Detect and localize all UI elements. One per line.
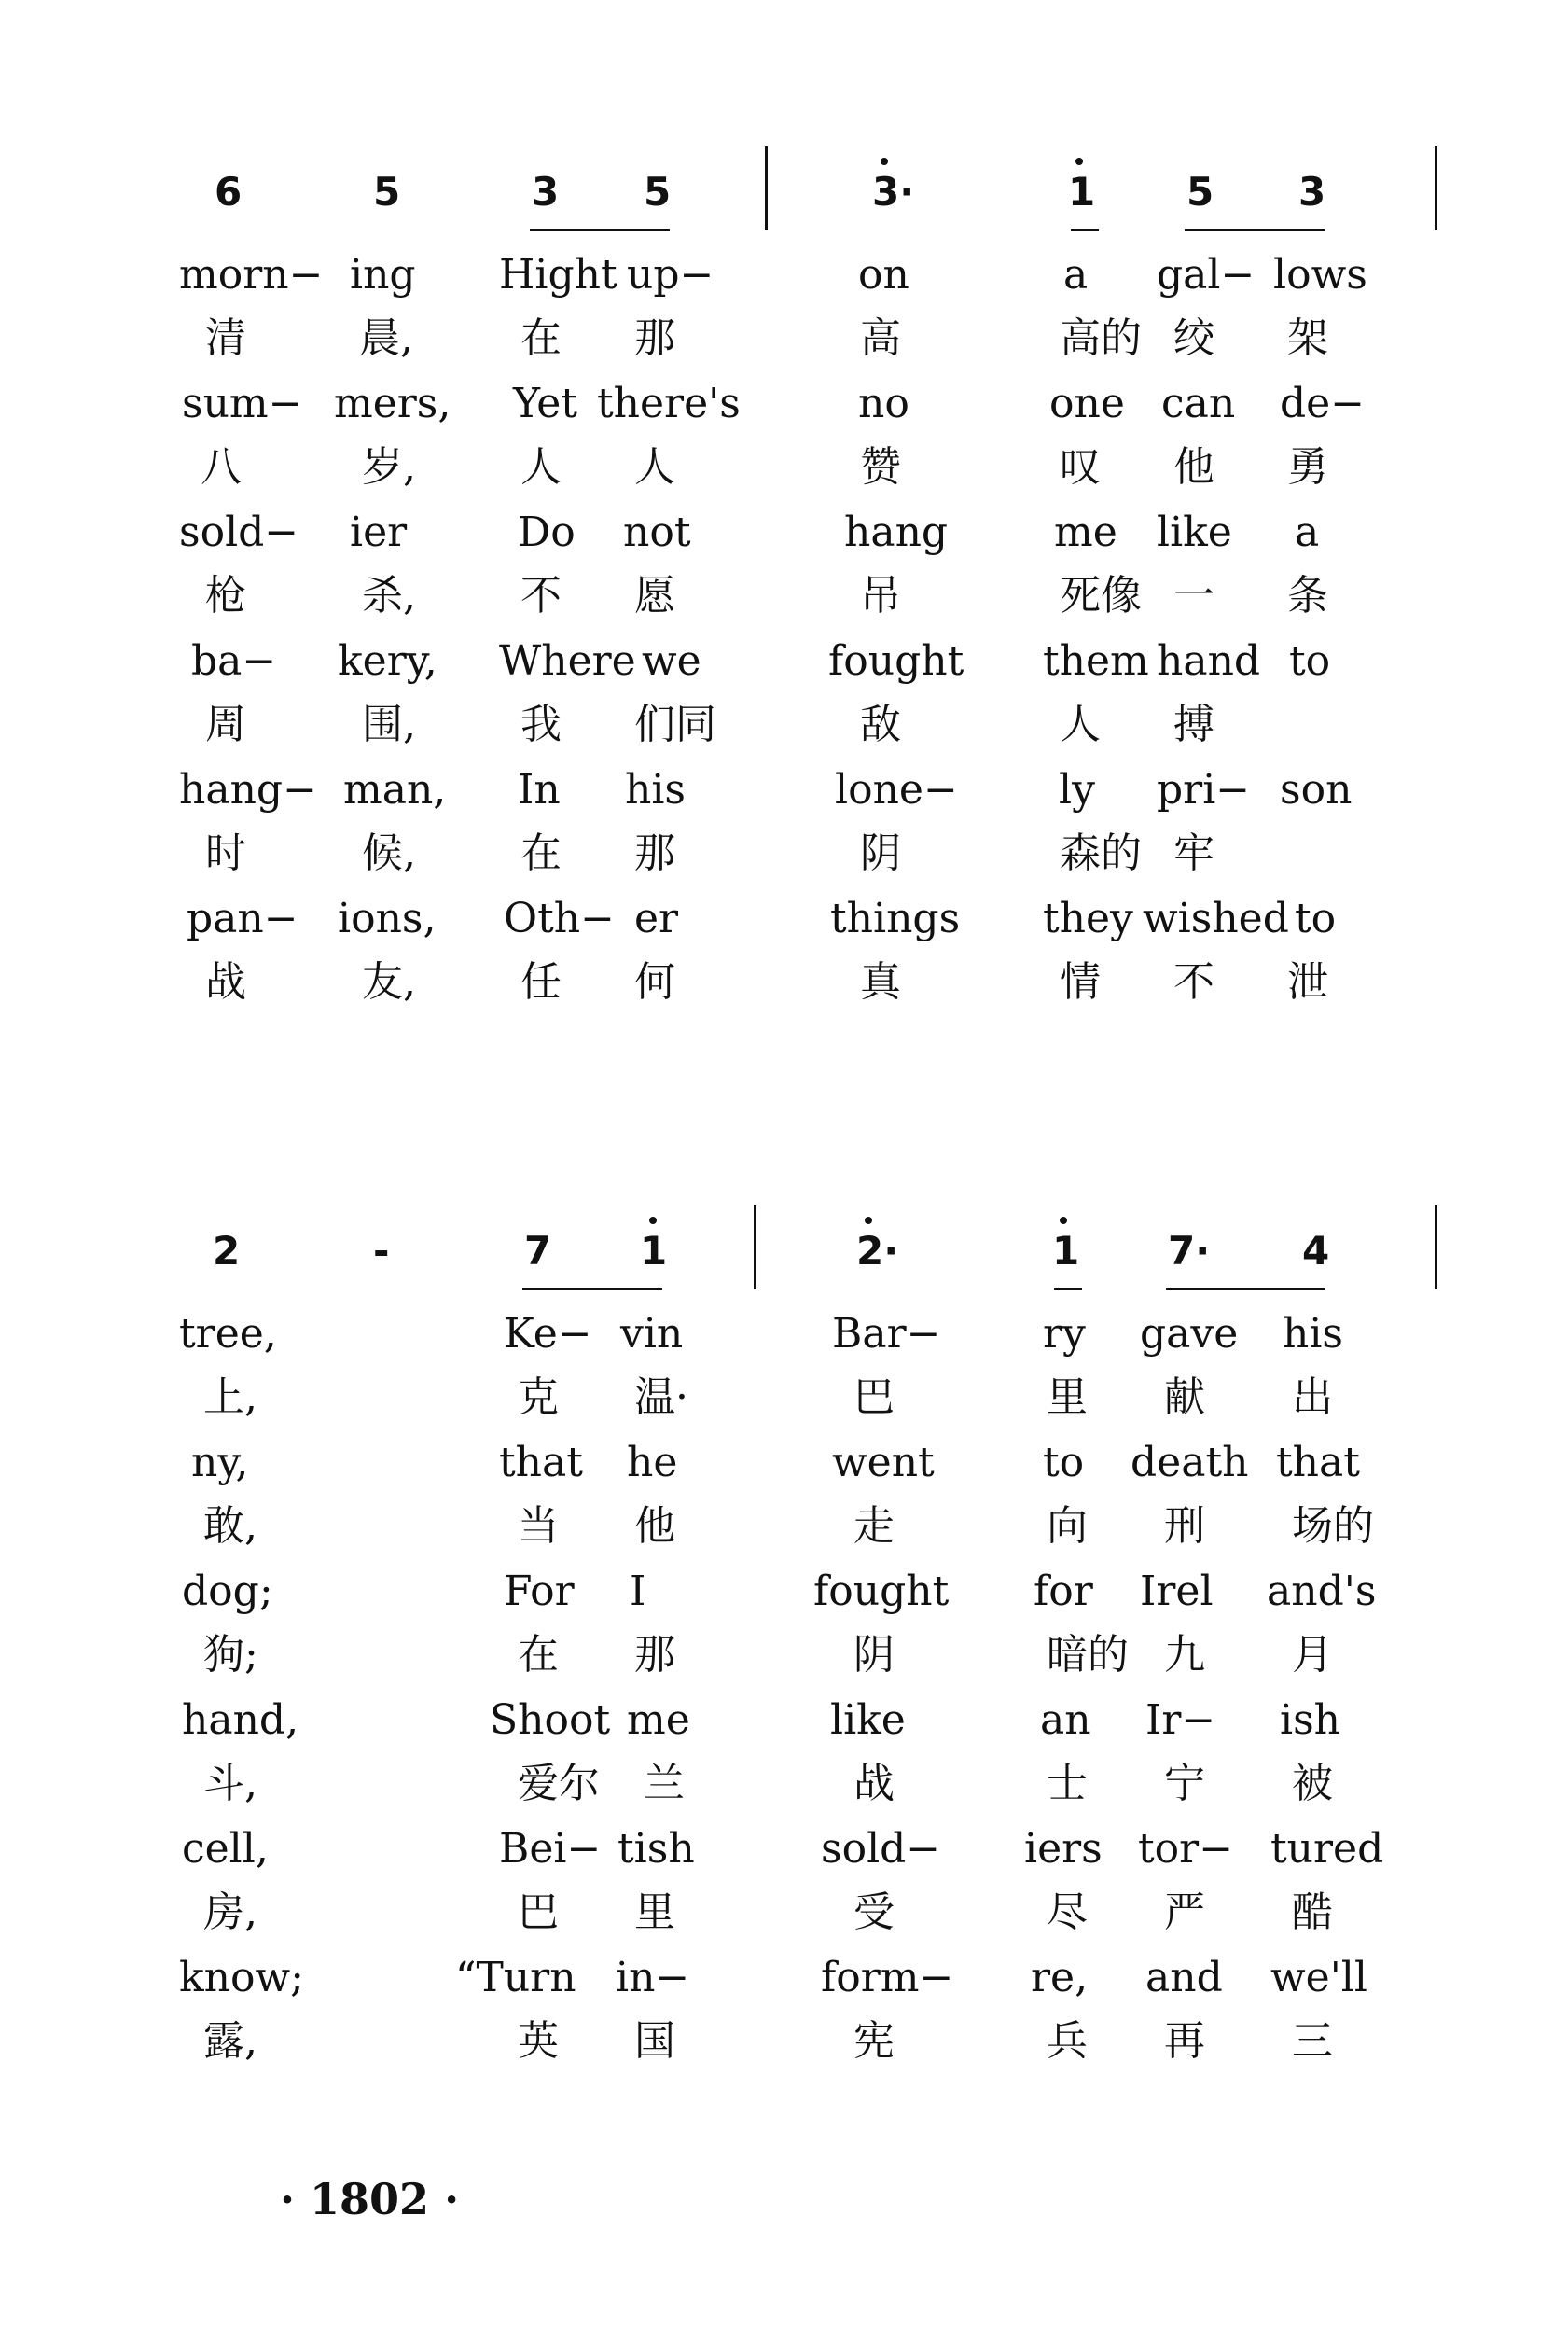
lyric-cell: In <box>518 766 561 814</box>
lyric-cell: lone− <box>835 766 958 814</box>
lyric-cell: pan− <box>187 895 298 942</box>
lyric-cell: me <box>1054 509 1117 556</box>
lyric-cell: that <box>1276 1439 1360 1486</box>
lyric-cell: Do <box>518 509 576 556</box>
octave-dot <box>1060 1217 1067 1224</box>
lyric-cell: we <box>642 637 701 685</box>
lyric-cell: things <box>830 895 961 942</box>
lyric-cell: 围, <box>362 701 416 748</box>
lyric-cell: 再 <box>1164 2017 1205 2065</box>
lyric-cell: form− <box>821 1954 954 2001</box>
lyric-cell: 架 <box>1287 314 1328 362</box>
lyric-cell: sold− <box>179 509 299 556</box>
lyric-cell: 任 <box>520 958 562 1006</box>
lyric-cell: Oth− <box>504 895 615 942</box>
lyric-cell: no <box>858 380 909 427</box>
lyric-cell: tree, <box>179 1310 277 1358</box>
lyric-cell: that <box>499 1439 583 1486</box>
lyric-cell: like <box>1157 509 1232 556</box>
lyric-cell: 情 <box>1060 958 1101 1006</box>
lyric-cell: a <box>1063 251 1089 299</box>
lyric-cell: sold− <box>821 1825 941 1873</box>
note: 5 <box>1186 169 1214 215</box>
lyric-cell: tor− <box>1138 1825 1234 1873</box>
lyric-cell: 晨, <box>359 314 413 362</box>
lyric-cell: 清 <box>205 314 246 362</box>
lyric-cell: “Turn <box>455 1954 576 2001</box>
beam <box>522 1288 662 1290</box>
lyric-cell: 出 <box>1292 1373 1333 1421</box>
lyric-cell: me <box>627 1696 690 1744</box>
lyric-cell: 战 <box>205 958 246 1006</box>
note: 3 <box>532 169 560 215</box>
note: 3· <box>872 169 915 215</box>
note: 5 <box>644 169 672 215</box>
lyric-cell: I <box>630 1568 646 1615</box>
lyric-cell: 当 <box>518 1502 559 1550</box>
lyric-cell: 一 <box>1173 572 1214 620</box>
lyric-cell: not <box>623 509 691 556</box>
lyric-cell: 英 <box>518 2017 559 2065</box>
lyric-cell: de− <box>1280 380 1366 427</box>
note: 1 <box>640 1228 668 1274</box>
lyric-cell: 受 <box>853 1888 895 1936</box>
lyric-cell: death <box>1131 1439 1249 1486</box>
lyric-cell: pri− <box>1157 766 1251 814</box>
lyric-cell: 兵 <box>1047 2017 1088 2065</box>
lyric-cell: an <box>1040 1696 1091 1744</box>
lyric-cell: gave <box>1140 1310 1239 1358</box>
lyric-cell: 在 <box>518 1631 559 1679</box>
lyric-cell: 上, <box>203 1373 257 1421</box>
lyric-cell: 宁 <box>1164 1760 1205 1807</box>
note: 7 <box>524 1228 552 1274</box>
beam <box>1185 229 1325 231</box>
lyric-cell: 向 <box>1047 1502 1088 1550</box>
lyric-cell: 阴 <box>860 829 901 877</box>
lyric-cell: 高的 <box>1060 314 1142 362</box>
lyric-cell: fought <box>828 637 964 685</box>
lyric-cell: up− <box>627 251 715 299</box>
lyric-cell: to <box>1043 1439 1085 1486</box>
lyric-cell: 士 <box>1047 1760 1088 1807</box>
lyric-cell: a <box>1295 509 1320 556</box>
lyric-cell: 温· <box>634 1373 688 1421</box>
lyric-cell: wished <box>1143 895 1289 942</box>
lyric-cell: for <box>1034 1568 1093 1615</box>
lyric-cell: 房, <box>203 1888 257 1936</box>
lyric-cell: there's <box>597 380 741 427</box>
lyric-cell: 露, <box>203 2017 257 2065</box>
lyric-cell: 尽 <box>1047 1888 1088 1936</box>
note: 6 <box>215 169 243 215</box>
lyric-cell: 阴 <box>853 1631 895 1679</box>
lyric-cell: 敢, <box>203 1502 257 1550</box>
lyric-cell: in− <box>616 1954 690 2001</box>
lyric-cell: 九 <box>1164 1631 1205 1679</box>
lyric-cell: 绞 <box>1173 314 1214 362</box>
bar-line <box>765 146 768 230</box>
lyric-cell: cell, <box>182 1825 269 1873</box>
lyric-cell: 被 <box>1292 1760 1333 1807</box>
lyric-cell: mers, <box>334 380 451 427</box>
lyric-cell: tish <box>617 1825 695 1873</box>
lyric-cell: 泄 <box>1287 958 1328 1006</box>
lyric-cell: ier <box>350 509 408 556</box>
lyric-cell: we'll <box>1270 1954 1367 2001</box>
lyric-cell: 吊 <box>860 572 901 620</box>
beam <box>1166 1288 1325 1290</box>
lyric-cell: 严 <box>1164 1888 1205 1936</box>
lyric-cell: 枪 <box>205 572 246 620</box>
lyric-cell: 那 <box>634 314 675 362</box>
lyric-cell: 们同 <box>634 701 716 748</box>
lyric-cell: his <box>625 766 686 814</box>
lyric-cell: hand <box>1157 637 1261 685</box>
note: 3 <box>1298 169 1326 215</box>
lyric-cell: 高 <box>860 314 901 362</box>
lyric-cell: lows <box>1273 251 1367 299</box>
lyric-cell: 那 <box>634 829 675 877</box>
lyric-cell: 搏 <box>1173 701 1214 748</box>
lyric-cell: hand, <box>182 1696 299 1744</box>
note: 1 <box>1068 169 1096 215</box>
lyric-cell: For <box>504 1568 575 1615</box>
note: - <box>373 1228 390 1274</box>
lyric-cell: 岁, <box>362 443 416 491</box>
lyric-cell: 他 <box>634 1502 675 1550</box>
lyric-cell: 兰 <box>644 1760 685 1807</box>
lyric-cell: gal− <box>1157 251 1256 299</box>
lyric-cell: ish <box>1280 1696 1340 1744</box>
note: 2 <box>213 1228 241 1274</box>
lyric-cell: 月 <box>1292 1631 1333 1679</box>
lyric-cell: Hight <box>499 251 617 299</box>
lyric-cell: er <box>634 895 679 942</box>
lyric-cell: ry <box>1043 1310 1086 1358</box>
lyric-cell: 斗, <box>203 1760 257 1807</box>
lyric-cell: morn− <box>179 251 324 299</box>
beam <box>530 229 670 231</box>
bar-line <box>1435 1205 1437 1289</box>
lyric-cell: 国 <box>634 2017 675 2065</box>
lyric-cell: 八 <box>201 443 242 491</box>
lyric-cell: tured <box>1270 1825 1384 1873</box>
lyric-cell: 何 <box>634 958 675 1006</box>
note: 1 <box>1052 1228 1080 1274</box>
lyric-cell: dog; <box>182 1568 273 1615</box>
lyric-cell: 场的 <box>1292 1502 1374 1550</box>
octave-dot <box>1075 158 1083 165</box>
lyric-cell: 暗的 <box>1047 1631 1129 1679</box>
lyric-cell: Yet <box>513 380 577 427</box>
lyric-cell: 在 <box>520 829 562 877</box>
lyric-cell: 人 <box>520 443 562 491</box>
lyric-cell: 那 <box>634 1631 675 1679</box>
lyric-cell: to <box>1289 637 1331 685</box>
lyric-cell: 爱尔 <box>518 1760 600 1807</box>
lyric-cell: fought <box>813 1568 950 1615</box>
lyric-cell: vin <box>620 1310 684 1358</box>
lyric-cell: went <box>832 1439 935 1486</box>
lyric-cell: 刑 <box>1164 1502 1205 1550</box>
note: 5 <box>373 169 401 215</box>
lyric-cell: hang <box>844 509 949 556</box>
lyric-cell: 牢 <box>1173 829 1214 877</box>
lyric-cell: like <box>830 1696 906 1744</box>
lyric-cell: iers <box>1024 1825 1103 1873</box>
lyric-cell: Ir− <box>1145 1696 1216 1744</box>
lyric-cell: 三 <box>1292 2017 1333 2065</box>
lyric-cell: Ke− <box>504 1310 592 1358</box>
lyric-cell: 叹 <box>1060 443 1101 491</box>
lyric-cell: 在 <box>520 314 562 362</box>
page-number: · 1802 · <box>280 2174 460 2224</box>
lyric-cell: 酷 <box>1292 1888 1333 1936</box>
lyric-cell: one <box>1049 380 1125 427</box>
lyric-cell: 时 <box>205 829 246 877</box>
lyric-cell: 友, <box>362 958 416 1006</box>
lyric-cell: 森的 <box>1060 829 1142 877</box>
lyric-cell: 巴 <box>853 1373 895 1421</box>
beam <box>1071 229 1099 231</box>
lyric-cell: ing <box>350 251 416 299</box>
lyric-cell: 巴 <box>518 1888 559 1936</box>
note: 7· <box>1168 1228 1211 1274</box>
lyric-cell: 候, <box>362 829 416 877</box>
lyric-cell: 里 <box>634 1888 675 1936</box>
note: 4 <box>1302 1228 1330 1274</box>
lyric-cell: 赞 <box>860 443 901 491</box>
lyric-cell: and <box>1145 1954 1223 2001</box>
octave-dot <box>881 158 888 165</box>
lyric-cell: 人 <box>1060 701 1101 748</box>
octave-dot <box>649 1217 657 1224</box>
lyric-cell: 战 <box>853 1760 895 1807</box>
lyric-cell: 他 <box>1173 443 1214 491</box>
note: 2· <box>856 1228 899 1274</box>
lyric-cell: ions, <box>338 895 437 942</box>
lyric-cell: Shoot <box>490 1696 611 1744</box>
lyric-cell: Bar− <box>832 1310 941 1358</box>
lyric-cell: re, <box>1031 1954 1089 2001</box>
lyric-cell: hang− <box>179 766 317 814</box>
lyric-cell: Where <box>499 637 636 685</box>
lyric-cell: on <box>858 251 909 299</box>
lyric-cell: 走 <box>853 1502 895 1550</box>
lyric-cell: 克 <box>518 1373 559 1421</box>
lyric-cell: ny, <box>191 1439 249 1486</box>
octave-dot <box>865 1217 872 1224</box>
lyric-cell: son <box>1280 766 1353 814</box>
lyric-cell: 条 <box>1287 572 1328 620</box>
lyric-cell: 不 <box>520 572 562 620</box>
lyric-cell: and's <box>1267 1568 1377 1615</box>
lyric-cell: 不 <box>1173 958 1214 1006</box>
lyric-cell: 死像 <box>1060 572 1142 620</box>
lyric-cell: kery, <box>338 637 437 685</box>
lyric-cell: 狗; <box>203 1631 258 1679</box>
lyric-cell: ba− <box>191 637 277 685</box>
lyric-cell: 敌 <box>860 701 901 748</box>
lyric-cell: 里 <box>1047 1373 1088 1421</box>
beam <box>1054 1288 1082 1290</box>
lyric-cell: 献 <box>1164 1373 1205 1421</box>
lyric-cell: them <box>1043 637 1149 685</box>
lyric-cell: to <box>1295 895 1337 942</box>
lyric-cell: 勇 <box>1287 443 1328 491</box>
lyric-cell: 我 <box>520 701 562 748</box>
bar-line <box>754 1205 756 1289</box>
lyric-cell: 周 <box>205 701 246 748</box>
lyric-cell: Bei− <box>499 1825 602 1873</box>
lyric-cell: his <box>1283 1310 1343 1358</box>
lyric-cell: 真 <box>860 958 901 1006</box>
lyric-cell: 宪 <box>853 2017 895 2065</box>
lyric-cell: 杀, <box>362 572 416 620</box>
lyric-cell: they <box>1043 895 1133 942</box>
lyric-cell: Irel <box>1140 1568 1214 1615</box>
lyric-cell: can <box>1161 380 1236 427</box>
lyric-cell: 愿 <box>634 572 675 620</box>
lyric-cell: ly <box>1059 766 1095 814</box>
lyric-cell: 人 <box>634 443 675 491</box>
lyric-cell: he <box>627 1439 678 1486</box>
lyric-cell: man, <box>343 766 447 814</box>
bar-line <box>1435 146 1437 230</box>
lyric-cell: know; <box>179 1954 304 2001</box>
lyric-cell: sum− <box>182 380 303 427</box>
